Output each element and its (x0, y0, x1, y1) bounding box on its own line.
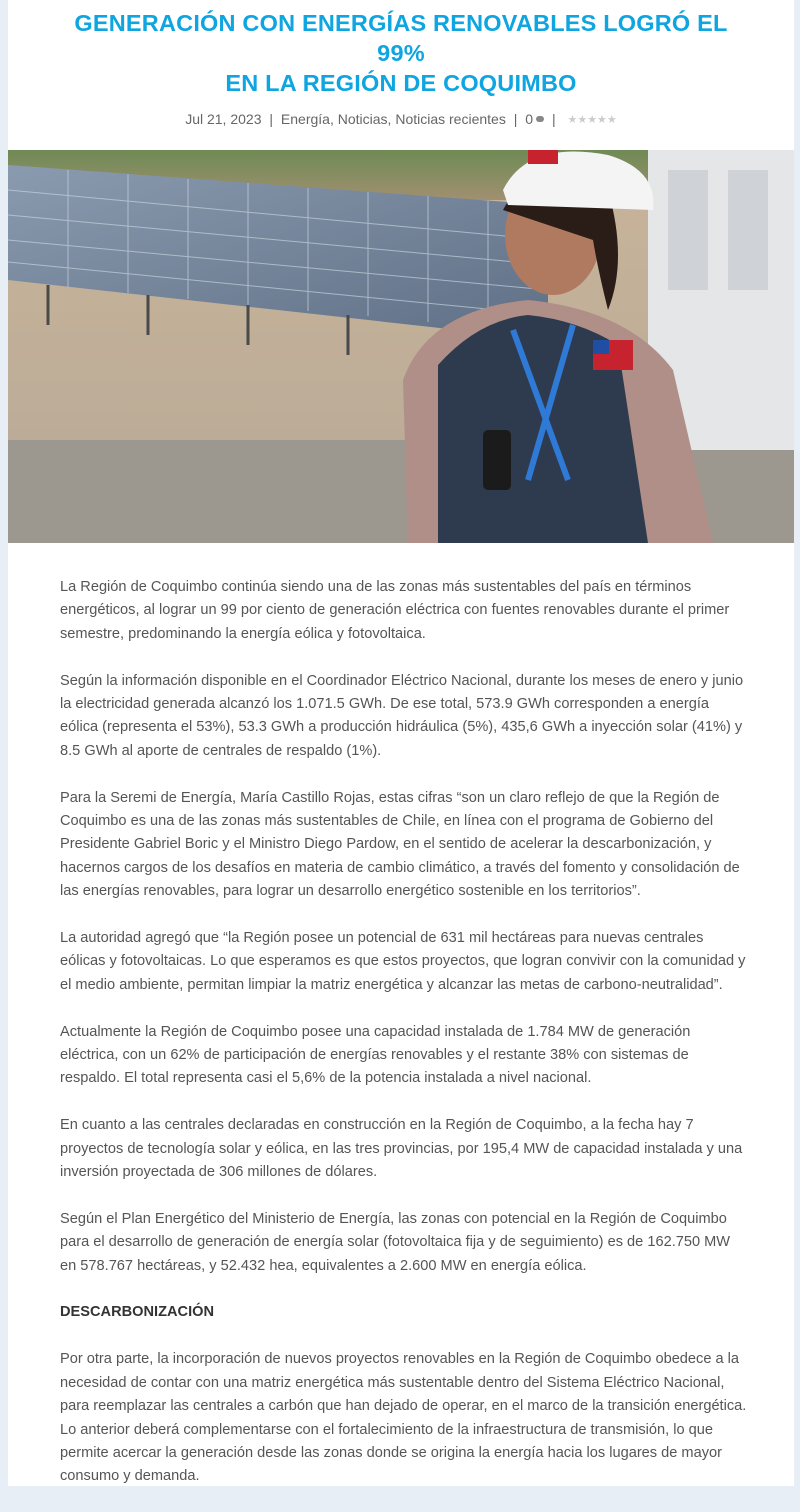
category-link-noticias-recientes[interactable]: Noticias recientes (395, 111, 506, 127)
paragraph: Para la Seremi de Energía, María Castillo Rojas, estas cifras “son un claro reflejo de que la Región de Coquimbo es una de las zonas más sustentables de Chile, en línea con el programa de Gobierno del Presidente Gabriel Boric y el Ministro Diego Pardow, en el sentido de acelerar la descarbonización, y hacernos cargos de los desafíos en materia de cambio climático, a través del fomento y consolidación de las energías renovables, para lograr un desarrollo energético sostenible en los territorios”. (60, 789, 740, 900)
comments-count: 0 (525, 111, 534, 127)
paragraph: La Región de Coquimbo continúa siendo una de las zonas más sustentables del país en términos energéticos, al lograr un 99 por ciento de generación eléctrica con fuentes renovables durante el primer semestre, predominando la energía eólica y fotovoltaica. (60, 579, 730, 642)
paragraph: Según el Plan Energético del Ministerio de Energía, las zonas con potencial en la Región de Coquimbo para el desarrollo de generación de energía solar (fotovoltaica fija y de seguimiento) es de 162.750 MW en 578.767 hectáreas, y 52.432 hea, equivalentes a 2.600 MW en energía eólica. (60, 1210, 731, 1274)
article-title (8, 8, 794, 98)
category-link-noticias[interactable]: Noticias (337, 111, 388, 127)
meta-separator: | (513, 111, 518, 127)
article-title-line-2: EN LA REGIÓN DE COQUIMBO (225, 70, 577, 96)
article-title-line-1: GENERACIÓN CON ENERGÍAS RENOVABLES LOGRÓ EL 99% (74, 10, 728, 66)
photo-icon (8, 150, 794, 543)
paragraph: La autoridad agregó que “la Región posee un potencial de 631 mil hectáreas para nuevas centrales eólicas y fotovoltaicas. Lo que esperamos es que estos proyectos, que logran convivir con la comunidad y el medio ambiente, permitan limpiar la matriz energética y alcanzar las metas de carbono-neutralidad”. (60, 930, 746, 993)
meta-separator: | (269, 111, 274, 127)
paragraph: Según la información disponible en el Coordinador Eléctrico Nacional, durante los meses de enero y junio la electricidad generada alcanzó los 1.071.5 GWh. De ese total, 573.9 GWh corresponden a energía eólica (representa el 53%), 53.3 GWh a producción hidráulica (5%), 435,6 GWh a inyección solar (41%) y 8.5 GWh al aporte de centrales de respaldo (1%). (60, 672, 744, 759)
article-page (8, 0, 794, 1486)
hero-image (8, 150, 794, 543)
post-meta: Jul 21, 2023 | Energía, Noticias, Noticias recientes | 0 | ★★★★★ (8, 109, 794, 130)
meta-separator: | (551, 111, 556, 127)
paragraph: En cuanto a las centrales declaradas en construcción en la Región de Coquimbo, a la fecha hay 7 proyectos de tecnología solar y eólica, en las tres provincias, por 195,4 MW de capacidad instalada y una inversión proyectada de 306 millones de dólares. (60, 1117, 743, 1181)
article-body (60, 576, 750, 1512)
rating-stars[interactable]: ★★★★★ (567, 114, 617, 127)
category-link-energia[interactable]: Energía (280, 111, 330, 127)
comment-bubble-icon (536, 116, 544, 122)
comments-link[interactable] (525, 111, 544, 127)
paragraph: Actualmente la Región de Coquimbo posee una capacidad instalada de 1.784 MW de generación eléctrica, con un 62% de participación de energías renovables y el restante 38% con sistemas de respaldo. El total representa casi el 5,6% de la potencia instalada a nivel nacional. (60, 1023, 691, 1087)
paragraph: Por otra parte, la incorporación de nuevos proyectos renovables en la Región de Coquimbo obedece a la necesidad de contar con una matriz energética más sustentable dentro del Sistema Eléctrico Nacional, para reemplazar las centrales a carbón que han dejado de operar, en el marco de la transición energética. Lo anterior deberá complementarse con el fortalecimiento de la infraestructura de transmisión, lo que permite acercar la generación desde las zonas donde se origina la energía hacia los lugares de mayor consumo y demanda. (60, 1351, 747, 1485)
post-date: Jul 21, 2023 (185, 111, 262, 127)
section-heading: DESCARBONIZACIÓN (60, 1304, 215, 1321)
